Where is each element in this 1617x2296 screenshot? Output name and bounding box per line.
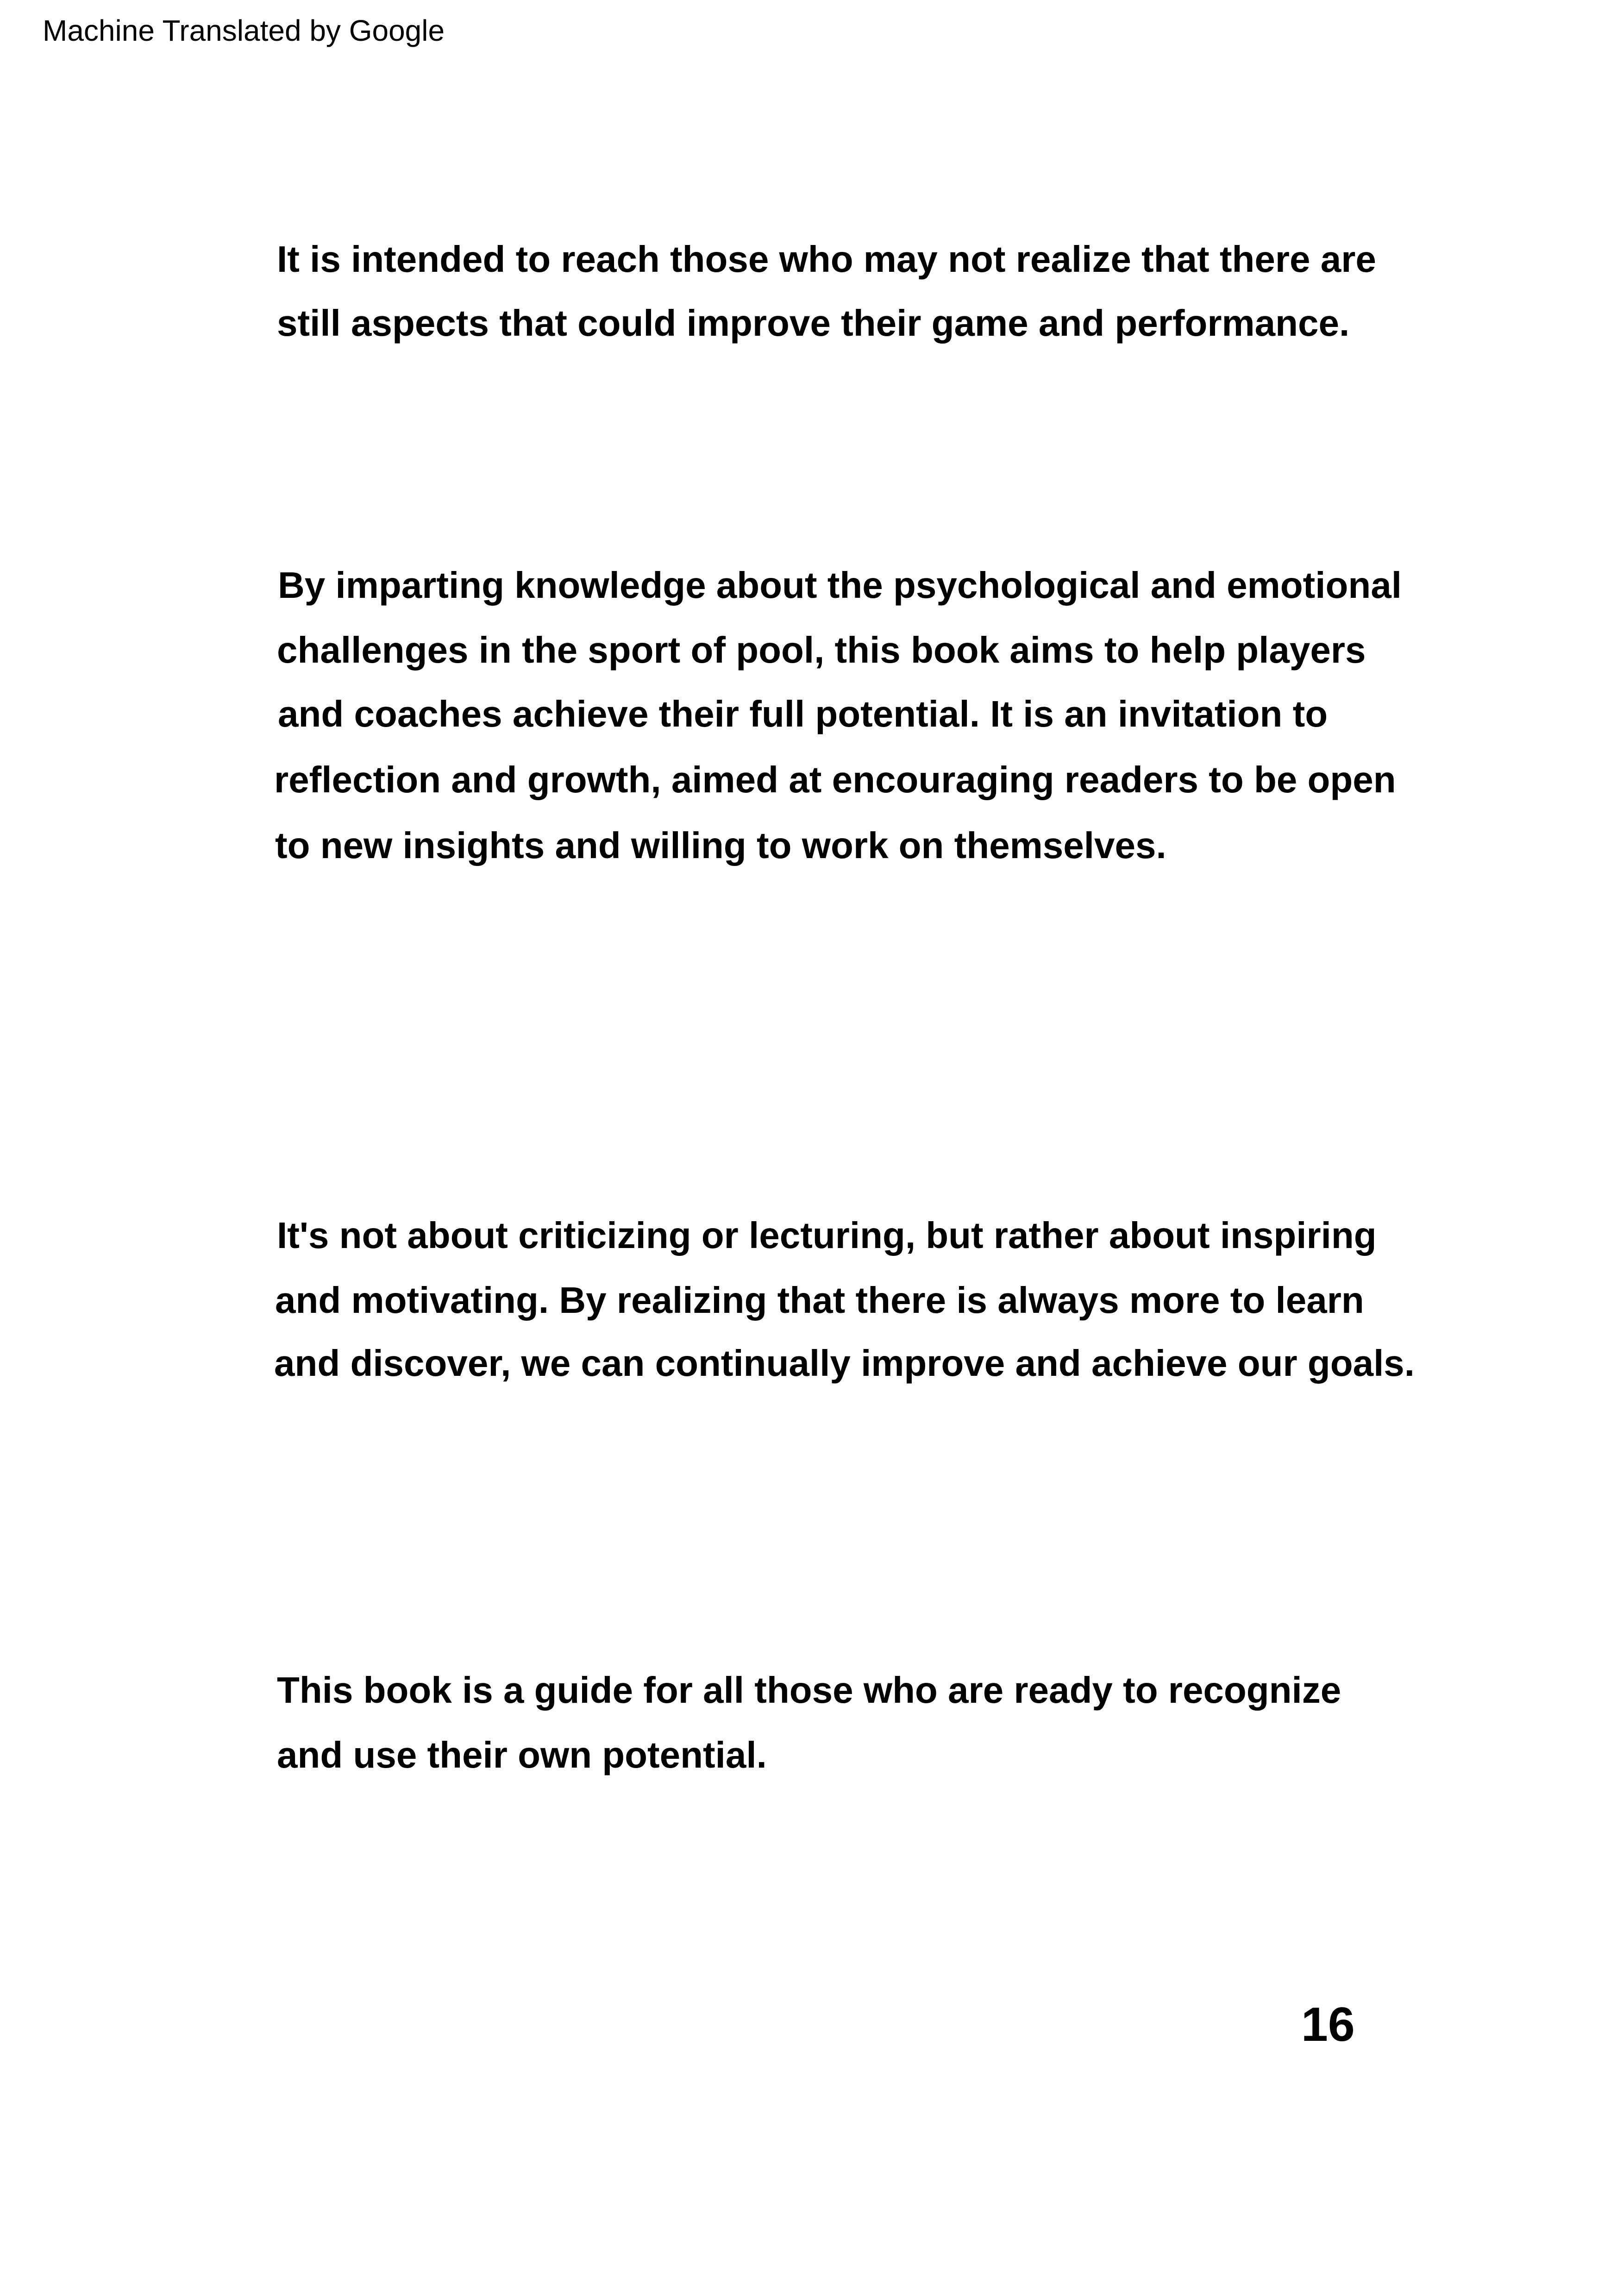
paragraph-line: and coaches achieve their full potential. It is an invitation to — [278, 693, 1328, 734]
paragraph-line: to new insights and willing to work on themselves. — [275, 825, 1166, 866]
paragraph-line: It's not about criticizing or lecturing, but rather about inspiring — [277, 1215, 1377, 1256]
paragraph-line: This book is a guide for all those who are ready to recognize — [277, 1669, 1341, 1711]
machine-translation-notice: Machine Translated by Google — [43, 14, 445, 47]
paragraph-line: still aspects that could improve their game and performance. — [277, 302, 1350, 344]
paragraph-line: By imparting knowledge about the psychological and emotional — [278, 565, 1402, 606]
page-number: 16 — [1301, 1998, 1355, 2051]
paragraph-line: It is intended to reach those who may not realize that there are — [277, 238, 1376, 280]
paragraph-line: challenges in the sport of pool, this book aims to help players — [277, 629, 1366, 671]
paragraph-line: and discover, we can continually improve and achieve our goals. — [274, 1342, 1415, 1384]
paragraph-line: reflection and growth, aimed at encouraging readers to be open — [274, 759, 1396, 800]
paragraph-line: and use their own potential. — [277, 1734, 767, 1775]
paragraph-line: and motivating. By realizing that there is always more to learn — [275, 1280, 1364, 1321]
